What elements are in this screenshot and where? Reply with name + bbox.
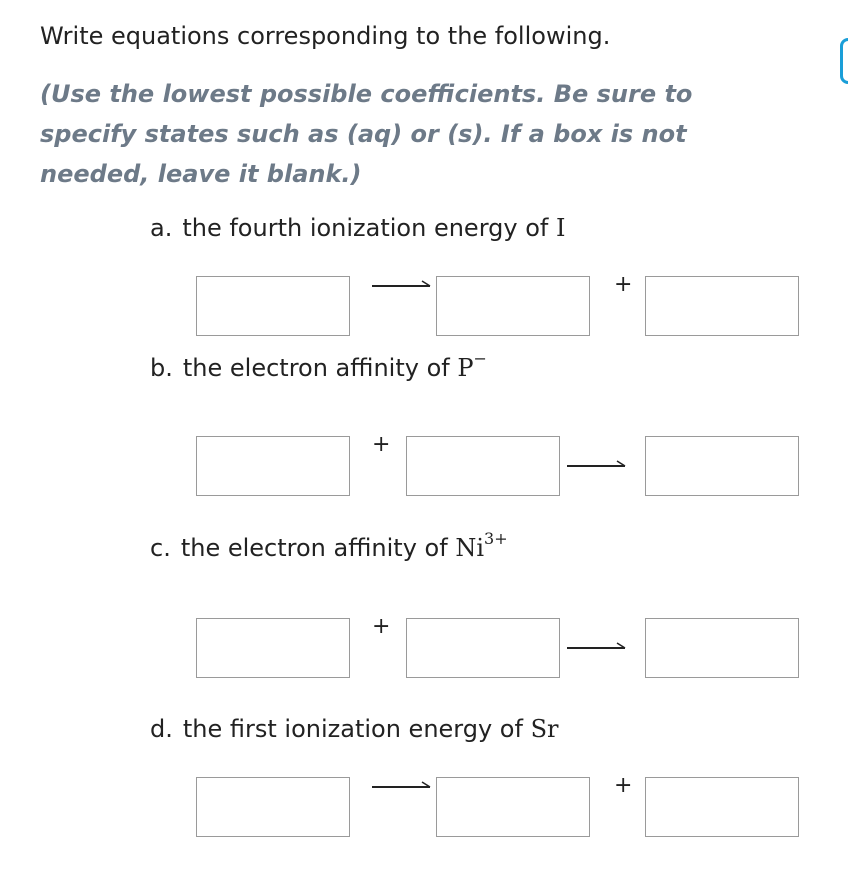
part-c-product-box-1[interactable] [645, 618, 799, 678]
part-b-species-symbol: P [457, 354, 474, 382]
part-a-product-box-2[interactable] [645, 276, 799, 336]
part-a-species-symbol: I [555, 214, 566, 242]
instructions-text: (Use the lowest possible coefficients. Be sure to specify states such as (aq) or (s). If a box is not needed, leave it blank.) [40, 80, 693, 188]
part-c-prompt [150, 529, 508, 562]
part-d-species-symbol: Sr [530, 715, 559, 743]
part-d-letter: d. [150, 715, 173, 743]
part-c-reactant-box-1[interactable] [196, 618, 350, 678]
part-a-text: the fourth ionization energy of [182, 214, 549, 242]
part-c-species [455, 529, 508, 562]
part-a-reaction-arrow [372, 279, 432, 293]
part-c-reactant-box-2[interactable] [406, 618, 560, 678]
part-d-prompt [150, 713, 559, 743]
part-a-plus-sign: + [614, 272, 633, 297]
question-title: Write equations corresponding to the following. [40, 22, 611, 50]
part-d-species [531, 715, 559, 743]
part-a-product-box-1[interactable] [436, 276, 590, 336]
part-d-product-box-2[interactable] [645, 777, 799, 837]
part-b-reactant-box-1[interactable] [196, 436, 350, 496]
part-d-reactant-box-1[interactable] [196, 777, 350, 837]
part-b-reaction-arrow [567, 459, 627, 473]
part-b-plus-sign: + [372, 432, 391, 457]
part-d-product-box-1[interactable] [436, 777, 590, 837]
part-c-species-symbol: Ni [455, 534, 485, 562]
part-b-letter: b. [150, 354, 173, 382]
part-b-prompt [150, 349, 487, 382]
part-b-reactant-box-2[interactable] [406, 436, 560, 496]
part-b-species-charge: − [473, 349, 487, 368]
part-c-species-charge: 3+ [484, 529, 508, 548]
part-d-plus-sign: + [614, 773, 633, 798]
side-panel-tab[interactable] [840, 38, 848, 84]
part-b-species [457, 349, 487, 382]
part-a-species [556, 214, 565, 242]
part-c-letter: c. [150, 534, 171, 562]
part-c-reaction-arrow [567, 641, 627, 655]
part-a-prompt [150, 212, 565, 242]
part-a-letter: a. [150, 214, 173, 242]
part-b-product-box-1[interactable] [645, 436, 799, 496]
part-c-text: the electron affinity of [180, 534, 448, 562]
part-c-plus-sign: + [372, 614, 391, 639]
part-b-text: the electron affinity of [182, 354, 450, 382]
part-a-reactant-box-1[interactable] [196, 276, 350, 336]
part-d-reaction-arrow [372, 780, 432, 794]
part-d-text: the first ionization energy of [182, 715, 523, 743]
